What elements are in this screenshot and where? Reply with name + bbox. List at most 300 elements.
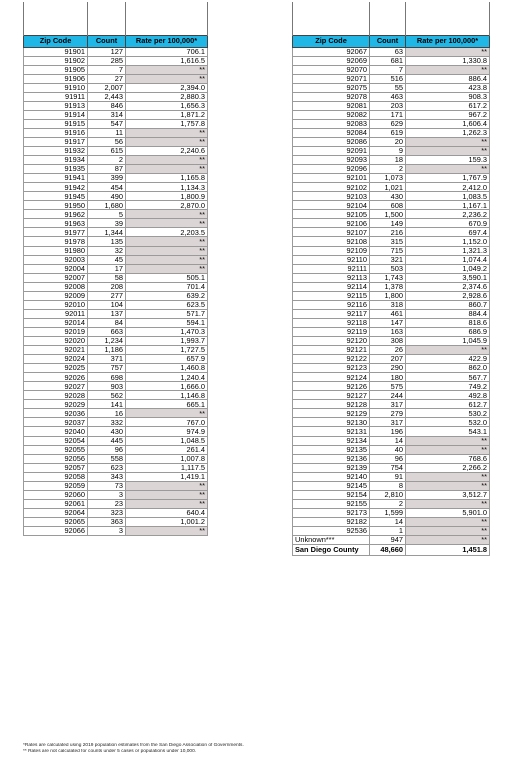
zip-code-cell: 92126 [293, 382, 370, 391]
table-row [293, 273, 490, 282]
zip-code-cell: 92106 [293, 219, 370, 228]
table-row [24, 400, 208, 409]
table-row [293, 165, 490, 174]
table-row [293, 119, 490, 128]
rate-cell: 159.3 [406, 156, 490, 165]
rate-cell: 1,757.8 [126, 119, 208, 128]
rate-cell: 3,512.7 [406, 490, 490, 499]
zip-code-cell: 92071 [293, 74, 370, 83]
rate-cell: 2,928.6 [406, 291, 490, 300]
table-row [293, 246, 490, 255]
count-cell: 55 [370, 83, 406, 92]
table-row [24, 264, 208, 273]
rate-cell: 639.2 [126, 291, 208, 300]
rate-cell: ** [406, 436, 490, 445]
rate-cell: 818.6 [406, 318, 490, 327]
rate-cell: 749.2 [406, 382, 490, 391]
zip-code-cell: 92029 [24, 400, 88, 409]
table-row [293, 147, 490, 156]
zip-code-cell: 92113 [293, 273, 370, 282]
zip-code-cell: 91913 [24, 101, 88, 110]
zip-code-cell: 92120 [293, 337, 370, 346]
count-cell: 1,344 [88, 228, 126, 237]
rate-cell: 706.1 [126, 47, 208, 56]
rate-cell: 1,001.2 [126, 517, 208, 526]
table-row [293, 508, 490, 517]
count-cell: 490 [88, 192, 126, 201]
rate-cell: ** [126, 137, 208, 146]
rate-cell: 1,007.8 [126, 454, 208, 463]
count-cell: 754 [370, 463, 406, 472]
table-row [24, 101, 208, 110]
table-row [293, 418, 490, 427]
zip-code-cell: 91901 [24, 47, 88, 56]
table-spacer [24, 2, 208, 35]
header-count: Count [370, 35, 406, 47]
table-row [24, 391, 208, 400]
table-row [24, 454, 208, 463]
rate-cell: 2,870.0 [126, 201, 208, 210]
count-cell: 63 [370, 47, 406, 56]
rate-cell: 617.2 [406, 101, 490, 110]
table-row [293, 373, 490, 382]
table-row [293, 183, 490, 192]
zip-code-cell: 92536 [293, 526, 370, 535]
zip-code-cell: 92020 [24, 337, 88, 346]
count-cell: 147 [370, 318, 406, 327]
table-row [293, 192, 490, 201]
header-rate: Rate per 100,000* [406, 35, 490, 47]
zip-code-cell: 92009 [24, 291, 88, 300]
count-cell: 208 [88, 282, 126, 291]
count-cell: 503 [370, 264, 406, 273]
rate-cell: 1,074.4 [406, 255, 490, 264]
table-row [24, 228, 208, 237]
rate-cell: 1,470.3 [126, 327, 208, 336]
count-cell: 20 [370, 137, 406, 146]
count-cell: 575 [370, 382, 406, 391]
table-row [24, 508, 208, 517]
count-cell: 216 [370, 228, 406, 237]
table-row [293, 536, 490, 545]
rate-cell: 1,146.8 [126, 391, 208, 400]
table-row [24, 174, 208, 183]
count-cell: 321 [370, 255, 406, 264]
zip-code-cell: 91934 [24, 156, 88, 165]
zip-code-cell: 92091 [293, 147, 370, 156]
count-cell: 314 [88, 110, 126, 119]
zip-code-cell: 91911 [24, 92, 88, 101]
table-row [293, 291, 490, 300]
count-cell: 207 [370, 355, 406, 364]
zip-code-cell: 92134 [293, 436, 370, 445]
count-cell: 619 [370, 128, 406, 137]
table-row [24, 517, 208, 526]
rate-cell: ** [126, 481, 208, 490]
rate-cell: 2,394.0 [126, 83, 208, 92]
header-rate: Rate per 100,000* [126, 35, 208, 47]
count-cell: 18 [370, 156, 406, 165]
rate-cell: 532.0 [406, 418, 490, 427]
header-count: Count [88, 35, 126, 47]
zip-code-cell: 92110 [293, 255, 370, 264]
table-row [293, 219, 490, 228]
count-cell: 39 [88, 219, 126, 228]
count-cell: 663 [88, 327, 126, 336]
rate-cell: 2,374.6 [406, 282, 490, 291]
table-row [24, 128, 208, 137]
zip-code-cell: 91914 [24, 110, 88, 119]
count-cell: 562 [88, 391, 126, 400]
zip-code-cell: 92067 [293, 47, 370, 56]
zip-code-cell: 92060 [24, 490, 88, 499]
rate-cell: 492.8 [406, 391, 490, 400]
count-cell: 135 [88, 237, 126, 246]
zip-code-cell: 91905 [24, 65, 88, 74]
zip-code-cell: 92111 [293, 264, 370, 273]
rate-cell: 423.8 [406, 83, 490, 92]
zip-code-cell: 92069 [293, 56, 370, 65]
table-row [24, 273, 208, 282]
zip-code-cell: 91906 [24, 74, 88, 83]
count-cell: 399 [88, 174, 126, 183]
rate-cell: 1,800.9 [126, 192, 208, 201]
count-cell: 315 [370, 237, 406, 246]
count-cell: 516 [370, 74, 406, 83]
zip-code-cell: 92104 [293, 201, 370, 210]
table-header-row [293, 35, 490, 47]
count-cell: 623 [88, 463, 126, 472]
count-cell: 1,800 [370, 291, 406, 300]
zip-code-cell: 92084 [293, 128, 370, 137]
rate-cell: 571.7 [126, 309, 208, 318]
rate-cell: 2,266.2 [406, 463, 490, 472]
zip-code-cell: 92128 [293, 400, 370, 409]
count-cell: 127 [88, 47, 126, 56]
rate-cell: ** [126, 237, 208, 246]
zip-code-cell: 92118 [293, 318, 370, 327]
zip-code-cell: 91917 [24, 137, 88, 146]
table-row [24, 47, 208, 56]
zip-code-cell: 92056 [24, 454, 88, 463]
table-row [24, 137, 208, 146]
zip-code-cell: 92040 [24, 427, 88, 436]
zip-code-cell: 92123 [293, 364, 370, 373]
rate-cell: 767.0 [126, 418, 208, 427]
table-row [293, 463, 490, 472]
table-row [293, 490, 490, 499]
rate-cell: 261.4 [126, 445, 208, 454]
table-row [24, 165, 208, 174]
table-row [293, 300, 490, 309]
count-cell: 332 [88, 418, 126, 427]
count-cell: 308 [370, 337, 406, 346]
count-cell: 58 [88, 273, 126, 282]
rate-cell: 1,321.3 [406, 246, 490, 255]
table-row [24, 219, 208, 228]
zip-code-cell: 91963 [24, 219, 88, 228]
rate-cell: 908.3 [406, 92, 490, 101]
zip-code-cell: 92139 [293, 463, 370, 472]
count-cell: 180 [370, 373, 406, 382]
zip-code-cell: 92026 [24, 373, 88, 382]
table-row [24, 156, 208, 165]
table-row [293, 210, 490, 219]
table-row [24, 147, 208, 156]
table-row [293, 201, 490, 210]
rate-cell: 886.4 [406, 74, 490, 83]
table-row [24, 337, 208, 346]
count-cell: 461 [370, 309, 406, 318]
rate-cell: 1,727.5 [126, 346, 208, 355]
table-row [24, 364, 208, 373]
zip-code-cell: 91932 [24, 147, 88, 156]
table-row [24, 56, 208, 65]
rate-cell: 1,616.5 [126, 56, 208, 65]
rate-cell: 594.1 [126, 318, 208, 327]
zip-code-cell: 92014 [24, 318, 88, 327]
zip-code-cell: 92130 [293, 418, 370, 427]
table-row [293, 47, 490, 56]
table-row [24, 255, 208, 264]
count-cell: 371 [88, 355, 126, 364]
count-cell: 104 [88, 300, 126, 309]
count-cell: 84 [88, 318, 126, 327]
table-row [24, 445, 208, 454]
table-row [293, 156, 490, 165]
rate-cell: 1,460.8 [126, 364, 208, 373]
zip-code-cell: 92101 [293, 174, 370, 183]
count-cell: 903 [88, 382, 126, 391]
table-row [293, 517, 490, 526]
zip-code-cell: 91962 [24, 210, 88, 219]
count-cell: 317 [370, 418, 406, 427]
table-row [293, 445, 490, 454]
count-cell: 1,378 [370, 282, 406, 291]
zip-code-cell: 92135 [293, 445, 370, 454]
table-row [24, 282, 208, 291]
zip-code-cell: 92115 [293, 291, 370, 300]
rate-cell: ** [126, 165, 208, 174]
table-row [293, 481, 490, 490]
rate-cell: 5,901.0 [406, 508, 490, 517]
count-cell: 203 [370, 101, 406, 110]
count-cell: 1,743 [370, 273, 406, 282]
zip-code-cell: 91915 [24, 119, 88, 128]
count-cell: 7 [88, 65, 126, 74]
rate-cell: 697.4 [406, 228, 490, 237]
count-cell: 2 [88, 156, 126, 165]
rate-cell: 1,049.2 [406, 264, 490, 273]
table-row [293, 237, 490, 246]
zip-code-cell: 92103 [293, 192, 370, 201]
count-cell: 608 [370, 201, 406, 210]
rate-cell: 1,167.1 [406, 201, 490, 210]
zip-code-cell: 92117 [293, 309, 370, 318]
rate-cell: 1,240.4 [126, 373, 208, 382]
table-row [24, 481, 208, 490]
table-row [293, 472, 490, 481]
count-cell: 17 [88, 264, 126, 273]
table-row [24, 65, 208, 74]
count-cell: 244 [370, 391, 406, 400]
rate-cell: 1,666.0 [126, 382, 208, 391]
rate-cell: ** [406, 499, 490, 508]
table-row [24, 327, 208, 336]
count-cell: 343 [88, 472, 126, 481]
count-cell: 163 [370, 327, 406, 336]
count-cell: 318 [370, 300, 406, 309]
rate-cell: 1,656.3 [126, 101, 208, 110]
rate-cell: 1,262.3 [406, 128, 490, 137]
table-row [293, 382, 490, 391]
table-row [24, 309, 208, 318]
rate-cell: ** [126, 219, 208, 228]
table-row [293, 427, 490, 436]
rate-cell: 2,236.2 [406, 210, 490, 219]
count-cell: 196 [370, 427, 406, 436]
table-row [24, 74, 208, 83]
table-row [24, 291, 208, 300]
zip-code-cell: 92021 [24, 346, 88, 355]
rate-cell: ** [126, 246, 208, 255]
count-cell: 40 [370, 445, 406, 454]
zip-code-cell: 92065 [24, 517, 88, 526]
count-cell: 1,599 [370, 508, 406, 517]
count-cell: 363 [88, 517, 126, 526]
zip-code-cell: 92096 [293, 165, 370, 174]
table-row [24, 436, 208, 445]
table-row [293, 92, 490, 101]
count-cell: 1,073 [370, 174, 406, 183]
table-row [293, 101, 490, 110]
county-total-rate: 1,451.8 [406, 545, 490, 556]
zip-code-cell: 92119 [293, 327, 370, 336]
zip-code-cell: 92105 [293, 210, 370, 219]
zip-code-cell: 92007 [24, 273, 88, 282]
count-cell: 8 [370, 481, 406, 490]
count-cell: 430 [88, 427, 126, 436]
count-cell: 171 [370, 110, 406, 119]
footnotes [23, 743, 513, 755]
rate-cell: ** [126, 210, 208, 219]
count-cell: 91 [370, 472, 406, 481]
table-row [24, 427, 208, 436]
rate-cell: 640.4 [126, 508, 208, 517]
table-row [24, 318, 208, 327]
rate-cell: ** [406, 137, 490, 146]
count-cell: 26 [370, 346, 406, 355]
header-zip-code: Zip Code [24, 35, 88, 47]
count-cell: 3 [88, 526, 126, 535]
count-cell: 698 [88, 373, 126, 382]
rate-cell: 701.4 [126, 282, 208, 291]
rate-cell: ** [126, 264, 208, 273]
table-row [24, 210, 208, 219]
count-cell: 141 [88, 400, 126, 409]
count-cell: 96 [88, 445, 126, 454]
rate-cell: 862.0 [406, 364, 490, 373]
count-cell: 87 [88, 165, 126, 174]
table-row [24, 526, 208, 535]
rate-cell: ** [406, 481, 490, 490]
rate-cell: 860.7 [406, 300, 490, 309]
rate-cell: 884.4 [406, 309, 490, 318]
table-row [293, 65, 490, 74]
zip-code-cell: 92066 [24, 526, 88, 535]
zip-code-cell: 92124 [293, 373, 370, 382]
table-row [24, 409, 208, 418]
count-cell: 16 [88, 409, 126, 418]
county-total-row [293, 545, 490, 556]
count-cell: 9 [370, 147, 406, 156]
rate-cell: ** [406, 472, 490, 481]
count-cell: 323 [88, 508, 126, 517]
zip-code-cell: Unknown*** [293, 536, 370, 545]
count-cell: 5 [88, 210, 126, 219]
rate-cell: ** [406, 47, 490, 56]
zip-code-cell: 91910 [24, 83, 88, 92]
rate-cell: 612.7 [406, 400, 490, 409]
table-row [293, 499, 490, 508]
zip-code-cell: 92109 [293, 246, 370, 255]
zip-code-cell: 92086 [293, 137, 370, 146]
count-cell: 615 [88, 147, 126, 156]
table-row [293, 264, 490, 273]
footnote-rates-source: *Rates are calculated using 2019 population estimates from the San Diego Association of Governments. [23, 743, 244, 748]
count-cell: 947 [370, 536, 406, 545]
count-cell: 454 [88, 183, 126, 192]
zip-code-cell: 92057 [24, 463, 88, 472]
count-cell: 279 [370, 409, 406, 418]
rate-cell: ** [126, 499, 208, 508]
rate-cell: ** [406, 346, 490, 355]
rate-cell: 1,152.0 [406, 237, 490, 246]
zip-code-cell: 92114 [293, 282, 370, 291]
count-cell: 846 [88, 101, 126, 110]
table-row [24, 119, 208, 128]
zip-code-cell: 92108 [293, 237, 370, 246]
rate-cell: 1,165.8 [126, 174, 208, 183]
count-cell: 23 [88, 499, 126, 508]
zip-code-cell: 92003 [24, 255, 88, 264]
table-row [24, 463, 208, 472]
rate-cell: ** [126, 409, 208, 418]
zip-code-cell: 92064 [24, 508, 88, 517]
table-body-left [24, 47, 208, 536]
rate-cell: ** [126, 156, 208, 165]
county-total-label: San Diego County [293, 545, 370, 556]
table-body-right [293, 47, 490, 545]
rate-cell: 1,330.8 [406, 56, 490, 65]
zip-code-cell: 92011 [24, 309, 88, 318]
table-row [24, 237, 208, 246]
count-cell: 45 [88, 255, 126, 264]
rate-cell: 1,606.4 [406, 119, 490, 128]
zip-code-cell: 92122 [293, 355, 370, 364]
count-cell: 2,810 [370, 490, 406, 499]
rate-cell: 1,083.5 [406, 192, 490, 201]
count-cell: 547 [88, 119, 126, 128]
zip-code-cell: 91950 [24, 201, 88, 210]
rate-cell: 974.9 [126, 427, 208, 436]
count-cell: 1,500 [370, 210, 406, 219]
rate-cell: 2,880.3 [126, 92, 208, 101]
count-cell: 2,007 [88, 83, 126, 92]
zip-code-cell: 92081 [293, 101, 370, 110]
header-zip-code: Zip Code [293, 35, 370, 47]
count-cell: 1,021 [370, 183, 406, 192]
